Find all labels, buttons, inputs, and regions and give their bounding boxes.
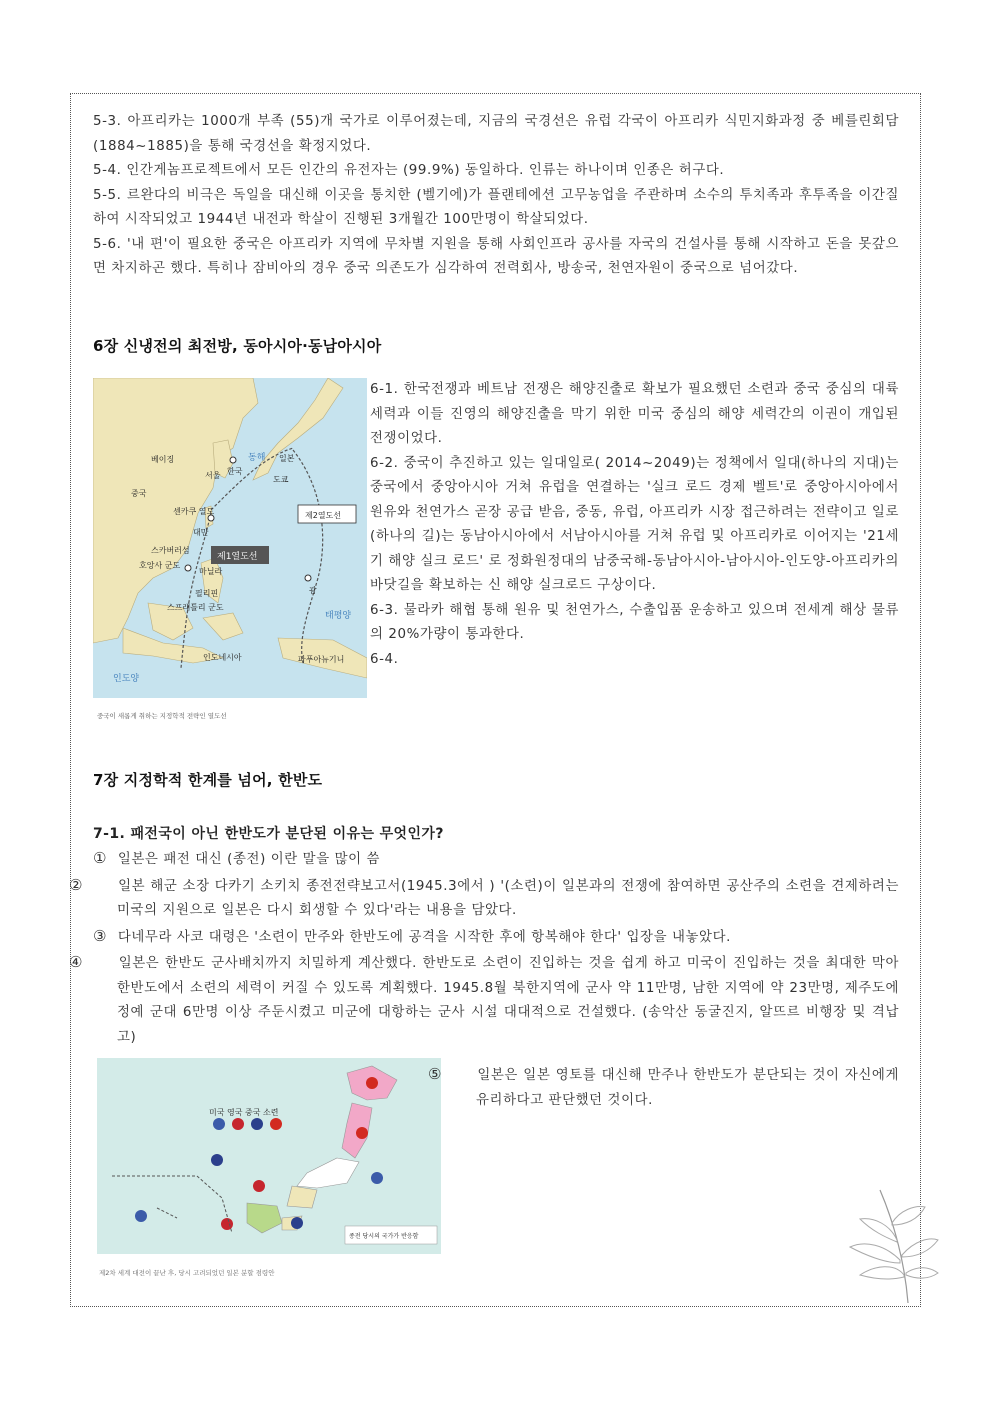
- label-taipei: 대만: [193, 528, 209, 537]
- page-content: [93, 110, 899, 282]
- item-3-number: ③: [93, 926, 108, 945]
- list-item-3: [93, 924, 899, 951]
- item-2-text: 일본 해군 소장 다카기 소키치 종전전략보고서(1945.3에서 ) '(소련)이 일본과의 전쟁에 참여하면 공산주의 소련을 견제하려는 미국의 지원으로 일본은 다시 회생할 수 있다'라는 내용을 담았다.: [117, 878, 900, 918]
- item-3-text: 다네무라 사코 대령은 '소련이 만주와 한반도에 공격을 시작한 후에 항복해야 한다' 입장을 내놓았다.: [117, 929, 731, 945]
- list-item-4: [69, 950, 899, 1050]
- section-7-list: [69, 846, 900, 1050]
- paragraph-5-6: 5-6. '내 편'이 필요한 중국은 아프리카 지역에 무차별 지원을 통해 사회인프라 공사를 자국의 건설사를 통해 시작하고 돈을 못갚으면 차지하곤 했다. 특히나 잠비아의 경우 중국 의존도가 심각하여 전력회사, 방송국, 천연자원이 중국으로 넘어갔다.: [93, 236, 899, 276]
- map-inset-label: 종전 당시의 국가가 반응함: [349, 1233, 419, 1240]
- japan-map-caption: 제2차 세계 대전이 끝난 후, 당시 고려되었던 일본 분할 점령안: [99, 1269, 275, 1277]
- japan-division-map: [97, 1058, 441, 1254]
- paragraph-6-1: 6-1. 한국전쟁과 베트남 전쟁은 해양진출로 확보가 필요했던 소련과 중국 중심의 대륙세력과 이들 진영의 해양진출을 막기 위한 미국 중심의 해양 세력간의 이권이 개입된 전쟁이었다.: [370, 382, 899, 446]
- label-beijing: 베이징: [151, 455, 175, 464]
- label-korea: 한국: [227, 467, 243, 476]
- label-papua: 파푸아뉴기니: [298, 655, 345, 664]
- east-asia-map-caption: 중국이 새롭게 취하는 지정학적 전략인 열도선: [97, 712, 227, 720]
- label-indian-ocean: 인도양: [113, 674, 140, 684]
- list-item-2: [69, 873, 900, 924]
- item-1-text: 일본은 패전 대신 (종전) 이란 말을 많이 씀: [117, 852, 381, 867]
- section-5-paragraphs: [93, 110, 899, 282]
- list-item-1: [93, 846, 899, 873]
- item-4-number: ④: [69, 953, 84, 971]
- item-5-text: 일본은 일본 영토를 대신해 만주나 한반도가 분단되는 것이 자신에게 유리하다고 판단했던 것이다.: [476, 1068, 900, 1108]
- chapter-6-heading: 6장 신냉전의 최전방, 동아시아·동남아시아: [93, 337, 382, 355]
- east-asia-map: [93, 378, 367, 698]
- label-east-sea: 동해: [248, 453, 266, 463]
- label-second-chain: 제2열도선: [305, 511, 342, 520]
- question-7-1: 7-1. 패전국이 아닌 한반도가 분단된 이유는 무엇인가?: [93, 826, 444, 842]
- item-4-text: 일본은 한반도 군사배치까지 치밀하게 계산했다. 한반도로 소련이 진입하는 것을 쉽게 하고 미국이 진입하는 것을 최대한 막아 한반도에서 소련의 세력이 커질 수 있도록 계획했다. 1945.8월 북한지역에 군사 약 11만명, 남한 지역에 약 23만명, 제주도에 정예 군대 6만명 이상 주둔시켰고 미군에 대항하는 군사 시설 대대적으로 건설했다. (송악산 동굴진지, 알뜨르 비행장 및 격납고): [117, 956, 899, 1045]
- label-china: 중국: [131, 489, 147, 498]
- label-nansha: 스프래틀리 군도: [167, 603, 224, 612]
- paragraph-5-3: 5-3. 아프리카는 1000개 부족 (55)개 국가로 이루어졌는데, 지금의 국경선은 유럽 각국이 아프리카 식민지화과정 중 베를린회담(1884~1885)을 통해 국경선을 확정지었다.: [93, 114, 899, 154]
- list-item-5: [428, 1062, 900, 1113]
- label-manila: 마닐라: [199, 567, 223, 576]
- label-first-chain: 제1열도선: [217, 552, 258, 562]
- label-tokyo: 도쿄: [273, 475, 289, 484]
- item-2-number: ②: [69, 875, 84, 894]
- label-guam: 괌: [309, 586, 317, 595]
- label-seoul: 서울: [205, 471, 221, 480]
- paragraph-6-4: 6-4.: [370, 651, 399, 667]
- paragraph-5-5: 5-5. 르완다의 비극은 독일을 대신해 이곳을 통치한 (벨기에)가 플랜테에션 고무농업을 주관하며 소수의 투치족과 후투족을 이간질하여 시작되었고 1944년 내전과 학살이 진행된 3개월간 100만명이 학살되었다.: [93, 187, 899, 227]
- section-6-paragraphs: [370, 378, 899, 672]
- label-indonesia: 인도네시아: [203, 653, 242, 662]
- label-senkaku: 센카쿠 열도: [173, 507, 215, 516]
- east-asia-map-svg: [93, 378, 367, 698]
- paragraph-6-3: 6-3. 물라카 해협 통해 원유 및 천연가스, 수출입품 운송하고 있으며 전세계 해상 물류의 20%가량이 통과한다.: [370, 602, 899, 642]
- leaf-decoration: [830, 1185, 940, 1305]
- paragraph-6-2: 6-2. 중국이 추진하고 있는 일대일로( 2014~2049)는 정책에서 일대(하나의 지대)는 중국에서 중앙아시아 거쳐 유럽을 연결하는 '실크 로드 경제 벨트'로 중앙아시아에서 원유와 천연가스 곧장 공급 받음, 중동, 유럽, 아프리카 시장 접근하려는 전략이고 일로(하나의 길)는 동남아시아에서 서남아시아를 거쳐 유럽 및 아프리카로 이어지는 '21세기 해양 실크 로드' 로 정화원정대의 남중국해-동남아시아-남아시아-인도양-아프리카의 바닷길을 확보하는 신 해양 실크로드 구상이다.: [370, 455, 899, 593]
- label-japan: 일본: [279, 454, 295, 463]
- leaf-icon: [830, 1185, 940, 1305]
- label-pacific: 태평양: [325, 611, 352, 621]
- chapter-7-heading: 7장 지정학적 한계를 넘어, 한반도: [93, 771, 323, 789]
- label-scarborough: 스카버러섬: [151, 546, 190, 555]
- label-paracel: 호앙사 군도: [139, 561, 181, 570]
- japan-division-map-svg: [97, 1058, 441, 1254]
- paragraph-5-4: 5-4. 인간게놈프로젝트에서 모든 인간의 유전자는 (99.9%) 동일하다. 인류는 하나이며 인종은 허구다.: [93, 163, 725, 178]
- item-1-number: ①: [93, 849, 108, 867]
- flag-legend: 미국 영국 중국 소련: [209, 1108, 279, 1117]
- item-5-number: ⑤: [428, 1065, 443, 1083]
- label-philippines: 필리핀: [195, 589, 219, 598]
